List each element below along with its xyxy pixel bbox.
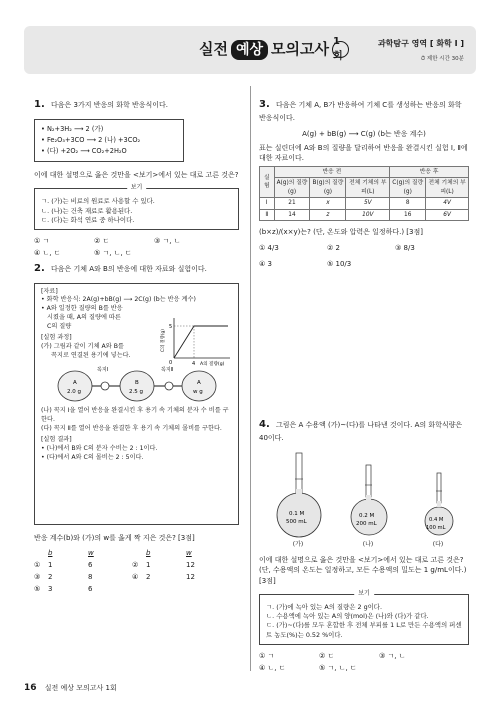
- bogi-label: 보기: [354, 590, 374, 599]
- graph-origin: 0: [169, 359, 173, 366]
- exam-number-badge: 1회: [332, 41, 349, 58]
- option-4-b: 2: [146, 572, 151, 581]
- th-volume-after: 전체 기체의 부피(L): [426, 178, 469, 198]
- data-desc: 시켰을 때, A의 질량에 따른: [47, 314, 121, 322]
- option-5-w: 6: [88, 585, 93, 594]
- option-5[interactable]: ⑤ 10/3: [327, 260, 352, 269]
- option-4-w: 12: [186, 572, 195, 581]
- vessel-a-mass: 2.0 g: [67, 389, 81, 396]
- subject-label: 과학탐구 영역 [ 화학 I ]: [377, 39, 464, 48]
- cell-v2: 6V: [426, 209, 469, 220]
- result-item: • (다)에서 A와 C의 몰비는 2 : 5이다.: [41, 454, 144, 462]
- bogi-item: ㄷ. (가)~(다)를 모두 혼합한 후 전체 부피를 1 L로 만든 수용액의 퍼센트 농도(%)는 0.52 %이다.: [266, 621, 462, 639]
- question-1: [34, 98, 239, 258]
- question-prompt: (b×z)/(x×y)는? (단, 온도와 압력은 일정하다.) [3점]: [259, 228, 423, 237]
- experiment-table: [259, 166, 469, 221]
- cell-b: z: [310, 209, 346, 220]
- title-prefix: 실전: [199, 40, 228, 58]
- option-5[interactable]: ⑤ ㄱ, ㄴ, ㄷ: [319, 664, 357, 673]
- result-label: [실험 결과]: [41, 436, 72, 444]
- col-w-header: w: [186, 548, 192, 557]
- valve-2-label: 꼭지Ⅱ: [161, 367, 174, 374]
- cell-c: 8: [390, 198, 426, 209]
- table-row: [260, 209, 469, 220]
- cell-c: 16: [390, 209, 426, 220]
- option-5-b: 3: [48, 585, 53, 594]
- flask-2-vol: 200 mL: [356, 520, 377, 527]
- option-4[interactable]: ④ ㄴ, ㄷ: [34, 249, 61, 258]
- option-1-num[interactable]: ①: [34, 560, 41, 569]
- option-5-num[interactable]: ⑤: [34, 585, 41, 594]
- question-number: 3.: [259, 99, 270, 110]
- th-experiment: 실험: [260, 167, 275, 198]
- exam-title: [199, 36, 349, 62]
- graph-x-tick: 4: [192, 360, 196, 367]
- data-box: [34, 283, 239, 525]
- bogi-label: 보기: [127, 184, 147, 193]
- reaction-equation: • 화학 반응식: 2A(g)+bB(g) ⟶ 2C(g) (b는 반응 계수): [41, 296, 196, 304]
- col-b-header: b: [48, 548, 53, 557]
- cell-v1: 5V: [346, 198, 390, 209]
- option-4[interactable]: ④ 3: [259, 260, 272, 269]
- cell-a: 21: [274, 198, 310, 209]
- vessel-b-label: B: [135, 380, 139, 387]
- table-row: [260, 198, 469, 209]
- result-item: • (나)에서 B와 C의 분자 수비는 2 : 1이다.: [41, 445, 158, 453]
- option-1-b: 1: [48, 560, 53, 569]
- th-b-mass: B(g)의 질량(g): [310, 178, 346, 198]
- equation-3: • (다) +2O₂ ⟶ CO₂+2H₂O: [41, 146, 127, 155]
- mass-graph: [160, 314, 235, 372]
- graph-x-label: A의 질량(g): [200, 361, 225, 367]
- col-b-header: b: [146, 548, 151, 557]
- option-3-num[interactable]: ③: [34, 572, 41, 581]
- time-limit: ⏱ 제한 시간 30분: [420, 56, 464, 62]
- flask-2-label: (나): [362, 540, 374, 548]
- vessel-b-mass: 2.5 g: [129, 389, 143, 396]
- cell-b: x: [310, 198, 346, 209]
- option-2[interactable]: ② ㄷ: [319, 651, 335, 660]
- graph-y-tick: 5: [169, 323, 173, 330]
- title-suffix: 모의고사: [271, 40, 330, 58]
- answer-options: [259, 243, 469, 269]
- answer-table: [34, 548, 239, 595]
- procedure-step: (가) 그림과 같이 기체 A와 B를: [41, 343, 124, 351]
- option-3[interactable]: ③ ㄱ, ㄴ: [379, 651, 406, 660]
- option-2[interactable]: ② 2: [327, 244, 340, 253]
- th-after: 반응 후: [390, 167, 469, 178]
- question-number: 2.: [34, 263, 45, 274]
- cell-exp: Ⅱ: [260, 209, 275, 220]
- cell-v1: 10V: [346, 209, 390, 220]
- vessel-c-mass: w g: [193, 389, 203, 396]
- title-pill: 예상: [231, 40, 268, 60]
- option-3-b: 2: [48, 572, 53, 581]
- bogi-box: [259, 589, 469, 645]
- bogi-item: ㄱ. (가)에 녹아 있는 A의 질량은 2 g이다.: [266, 602, 383, 611]
- option-2-w: 12: [186, 560, 195, 569]
- question-text: 다음은 기체 A, B가 반응하여 기체 C를 생성하는 반응의 화학 반응식이다.: [259, 101, 462, 122]
- option-5[interactable]: ⑤ ㄱ, ㄴ, ㄷ: [94, 249, 132, 258]
- answer-options: [34, 236, 239, 258]
- answer-options: [259, 651, 469, 673]
- question-text: 그림은 A 수용액 (가)~(다)를 나타낸 것이다. A의 화학식량은 40이다.: [259, 421, 463, 442]
- flask-figure: [259, 451, 469, 543]
- question-text: 다음은 기체 A와 B의 반응에 대한 자료와 실험이다.: [51, 265, 207, 273]
- procedure-label: [실험 과정]: [41, 334, 72, 342]
- th-c-mass: C(g)의 질량(g): [390, 178, 426, 198]
- flask-2-conc: 0.2 M: [359, 512, 375, 519]
- option-3[interactable]: ③ 8/3: [395, 244, 415, 253]
- procedure-step: (나) 꼭지 Ⅰ을 열어 반응을 완결시킨 후 용기 속 기체의 분자 수 비를 구한다.: [41, 407, 229, 424]
- question-4: [259, 418, 469, 673]
- th-a-mass: A(g)의 질량(g): [274, 178, 310, 198]
- option-2[interactable]: ② ㄷ: [94, 237, 110, 246]
- graph-y-label: C의 질량(g): [161, 328, 166, 352]
- page-footer: [24, 682, 117, 695]
- vessel-a-label: A: [73, 380, 77, 387]
- option-1[interactable]: ① 4/3: [259, 244, 279, 253]
- reaction-equation: A(g) + bB(g) ⟶ C(g) (b는 반응 계수): [302, 129, 426, 138]
- flask-1-conc: 0.1 M: [289, 510, 305, 517]
- data-label: [자료]: [41, 287, 58, 295]
- bogi-item: ㄱ. (가)는 비료의 원료로 사용할 수 있다.: [41, 197, 155, 206]
- page-header: [24, 26, 476, 74]
- question-prompt: 이에 대한 설명으로 옳은 것만을 <보기>에서 있는 대로 고른 것은? (단, 수용액의 온도는 일정하고, 모든 수용액의 밀도는 1 g/mL이다.) [3점]: [259, 556, 467, 585]
- data-desc: C의 질량: [47, 323, 72, 331]
- column-divider: [250, 86, 251, 671]
- question-2: [34, 262, 239, 594]
- cell-exp: Ⅰ: [260, 198, 275, 209]
- flask-1-vol: 500 mL: [286, 518, 307, 525]
- option-3-w: 8: [88, 572, 93, 581]
- question-3: [259, 98, 469, 269]
- flask-3-label: (다): [432, 540, 444, 548]
- option-2-b: 1: [146, 560, 151, 569]
- equation-2: • Fe₂O₃+3CO ⟶ 2 (나) +3CO₂: [41, 135, 141, 144]
- footer-text: 실전 예상 모의고사 1회: [44, 684, 117, 692]
- question-number: 4.: [259, 419, 270, 430]
- th-volume-before: 전체 기체의 부피(L): [346, 178, 390, 198]
- procedure-step: (다) 꼭지 Ⅱ를 열어 반응을 완결한 후 용기 속 기체의 몰비를 구한다.: [41, 425, 222, 433]
- flask-3-vol: 100 mL: [426, 524, 446, 531]
- option-4-num[interactable]: ④: [132, 572, 139, 581]
- bogi-item: ㄷ. (다)는 화석 연료 중 하나이다.: [41, 215, 135, 224]
- question-number: 1.: [34, 99, 45, 110]
- page-number: 16: [24, 683, 37, 693]
- question-text: 다음은 3가지 반응의 화학 반응식이다.: [51, 101, 169, 109]
- question-prompt: 반응 계수(b)와 (가)의 w를 옳게 짝 지은 것은? [3점]: [34, 533, 195, 542]
- option-3[interactable]: ③ ㄱ, ㄴ: [154, 237, 181, 246]
- option-1[interactable]: ① ㄱ: [259, 651, 275, 660]
- bogi-box: [34, 184, 239, 230]
- option-1-w: 6: [88, 560, 93, 569]
- table-description: 표는 실린더에 A와 B의 질량을 달리하여 반응을 완결시킨 실험 Ⅰ, Ⅱ에 대한 자료이다.: [259, 143, 468, 162]
- question-prompt: 이에 대한 설명으로 옳은 것만을 <보기>에서 있는 대로 고른 것은?: [34, 171, 239, 180]
- valve-1-label: 꼭지Ⅰ: [97, 367, 109, 374]
- option-4[interactable]: ④ ㄴ, ㄷ: [259, 664, 286, 673]
- option-1[interactable]: ① ㄱ: [34, 237, 50, 246]
- flask-1-label: (가): [292, 540, 304, 548]
- data-desc: • A와 일정한 질량의 B를 반응: [41, 305, 123, 313]
- bogi-item: ㄴ. 수용액에 녹아 있는 A의 양(mol)은 (나)와 (다)가 같다.: [266, 612, 429, 621]
- cell-a: 14: [274, 209, 310, 220]
- equation-1: • N₂+3H₂ ⟶ 2 (가): [41, 124, 104, 133]
- th-before: 반응 전: [274, 167, 390, 178]
- flask-3-conc: 0.4 M: [429, 516, 444, 523]
- procedure-step: 꼭지로 연결된 용기에 넣는다.: [51, 352, 131, 360]
- equation-box: [34, 119, 184, 163]
- cell-v2: 4V: [426, 198, 469, 209]
- col-w-header: w: [88, 548, 94, 557]
- flask-labels: [259, 541, 469, 550]
- option-2-num[interactable]: ②: [132, 560, 139, 569]
- bogi-item: ㄴ. (나)는 건축 재료로 활용된다.: [41, 206, 133, 215]
- vessel-c-label: A: [197, 380, 201, 387]
